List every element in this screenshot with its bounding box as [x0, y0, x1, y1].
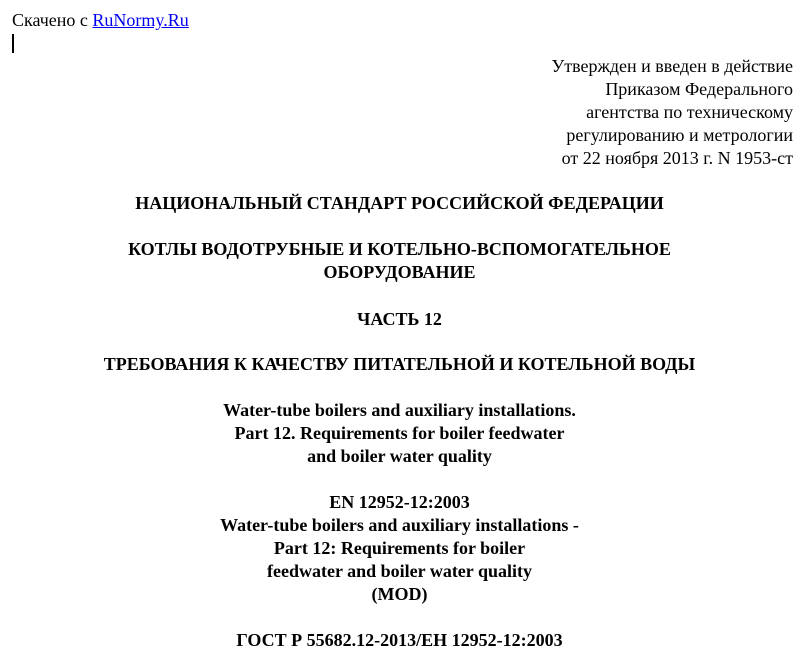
- approval-line: Утвержден и введен в действие: [551, 56, 793, 76]
- subject-title-line: ОБОРУДОВАНИЕ: [323, 262, 476, 282]
- english-title-line: Part 12. Requirements for boiler feedwater: [234, 423, 565, 443]
- national-standard-title-text: НАЦИОНАЛЬНЫЙ СТАНДАРТ РОССИЙСКОЙ ФЕДЕРАЦИИ: [135, 193, 664, 213]
- gost-number: [0, 629, 799, 652]
- text-cursor: [12, 34, 14, 53]
- english-title: [0, 399, 799, 468]
- part-title: [0, 308, 799, 331]
- english-title-line: Water-tube boilers and auxiliary installations.: [223, 400, 576, 420]
- en-standard-title-line: Part 12: Requirements for boiler: [273, 538, 526, 558]
- en-standard-title-line: feedwater and boiler water quality: [267, 561, 532, 581]
- requirements-title-text: ТРЕБОВАНИЯ К КАЧЕСТВУ ПИТАТЕЛЬНОЙ И КОТЕЛЬНОЙ ВОДЫ: [103, 354, 696, 374]
- approval-line: от 22 ноября 2013 г. N 1953-ст: [561, 148, 793, 168]
- gost-number-text: ГОСТ Р 55682.12-2013/ЕН 12952-12:2003: [236, 630, 563, 650]
- en-standard-modification: (MOD): [371, 584, 428, 604]
- requirements-title: [0, 353, 799, 376]
- en-standard-block: [0, 491, 799, 606]
- subject-title-line: КОТЛЫ ВОДОТРУБНЫЕ И КОТЕЛЬНО-ВСПОМОГАТЕЛЬНОЕ: [128, 239, 671, 259]
- approval-line: регулированию и метрологии: [566, 125, 793, 145]
- subject-title: [0, 238, 799, 284]
- national-standard-title: [0, 192, 799, 215]
- source-link[interactable]: RuNormy.Ru: [92, 10, 189, 30]
- part-title-text: ЧАСТЬ 12: [357, 309, 442, 329]
- english-title-line: and boiler water quality: [307, 446, 492, 466]
- approval-line: агентства по техническому: [586, 102, 793, 122]
- source-line: [12, 9, 189, 31]
- approval-block: [551, 55, 793, 170]
- approval-line: Приказом Федерального: [605, 79, 793, 99]
- en-standard-title-line: Water-tube boilers and auxiliary installations -: [220, 515, 579, 535]
- en-standard-code: EN 12952-12:2003: [329, 492, 470, 512]
- source-prefix: Скачено с: [12, 10, 93, 30]
